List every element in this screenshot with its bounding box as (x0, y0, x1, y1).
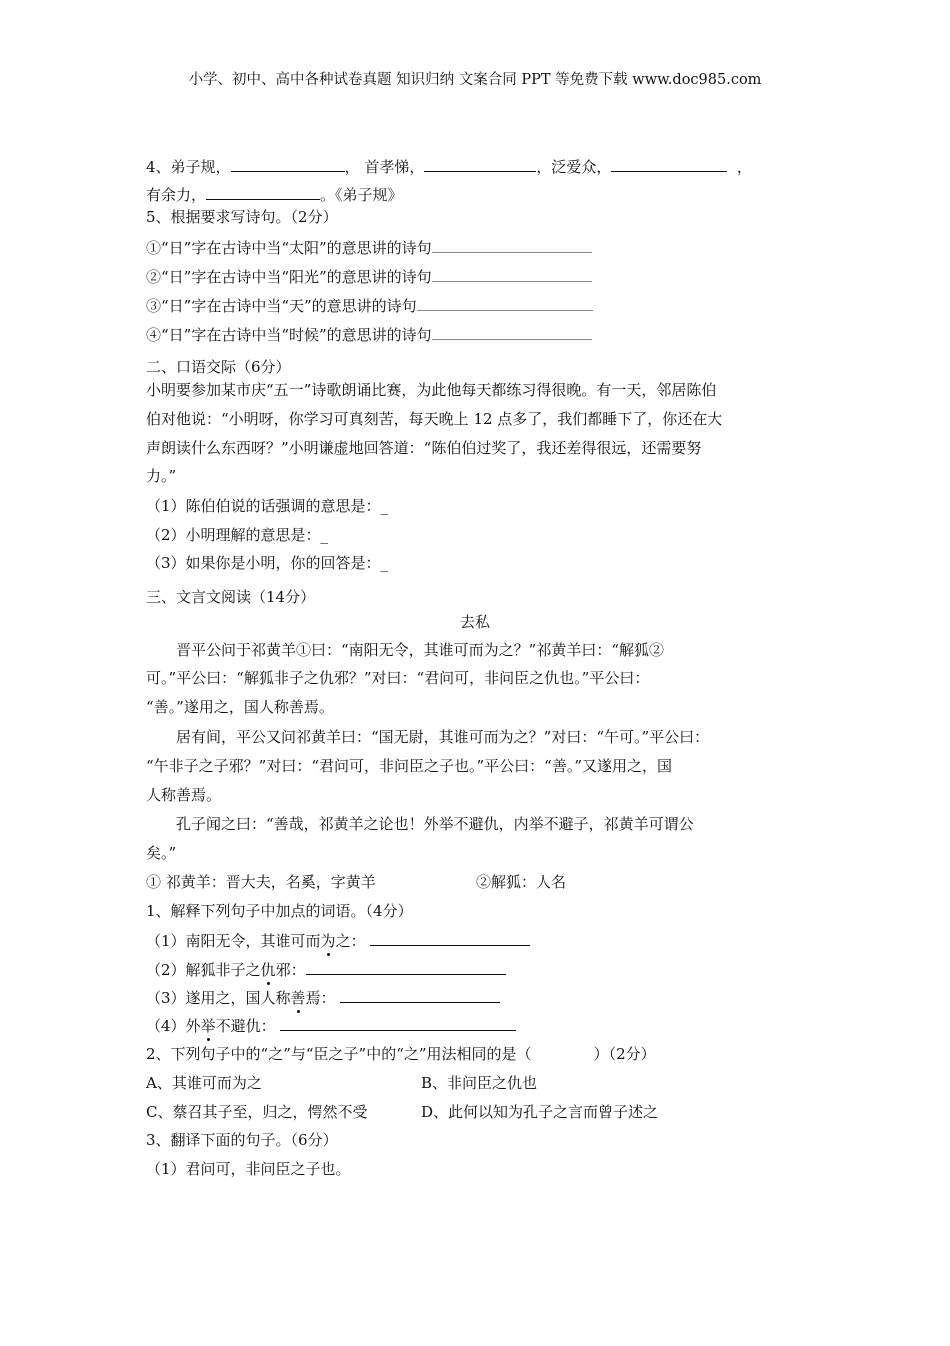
blank[interactable] (424, 155, 536, 172)
passage-line: “午非子之子邪？”对曰：“君问可，非问臣之子也。”平公曰：“善。”又遂用之，国 (146, 757, 673, 775)
q5-item: ③“日”字在古诗中当“天”的意思讲的诗句 (146, 294, 593, 316)
s3-q2-title: 2、下列句子中的“之”与“臣之子”中的“之”用法相同的是（ ）（2分） (146, 1045, 656, 1063)
section-3-title: 三、文言文阅读（14分） (146, 588, 316, 606)
passage-line: 矣。” (146, 844, 177, 862)
s2-para-line: 伯对他说：“小明呀，你学习可真刻苦，每天晚上 12 点多了，我们都睡下了，你还在大 (146, 410, 723, 428)
blank[interactable] (611, 155, 727, 172)
option-d: D、此何以知为孔子之言而曾子述之 (421, 1103, 659, 1121)
q4-line1: 4、弟子规， ， 首孝悌， ，泛爱众， ， (146, 155, 752, 177)
q4-line2: 有余力， 。《弟子规》 (146, 183, 403, 205)
s2-para-line: 声朗读什么东西呀？”小明谦虚地回答道：“陈伯伯过奖了，我还差得很远，还需要努 (146, 439, 702, 457)
option-c: C、蔡召其子至，归之，愕然不受 (146, 1103, 368, 1121)
blank[interactable] (432, 265, 592, 282)
s3-q3-title: 3、翻译下面的句子。（6分） (146, 1131, 338, 1149)
q5-item: ②“日”字在古诗中当“阳光”的意思讲的诗句 (146, 265, 592, 287)
s3-q1-item: （2）解狐非子之仇邪： (146, 958, 506, 980)
blank[interactable] (340, 986, 500, 1003)
passage-title: 去私 (459, 613, 490, 631)
passage-line: “善。”遂用之，国人称善焉。 (146, 698, 334, 716)
option-a: A、其谁可而为之 (146, 1074, 262, 1092)
blank[interactable] (432, 236, 592, 253)
s2-question: （1）陈伯伯说的话强调的意思是：_ (146, 497, 389, 515)
footnote-2: ②解狐：人名 (476, 873, 567, 891)
blank[interactable] (432, 323, 592, 340)
passage-line: 可。”平公曰：“解狐非子之仇邪？”对曰：“君问可，非问臣之仇也。”平公曰： (146, 669, 650, 687)
blank[interactable] (206, 183, 320, 200)
passage-line: 居有间，平公又问祁黄羊曰：“国无尉，其谁可而为之？”对曰：“午可。”平公曰： (176, 728, 710, 746)
blank[interactable] (280, 1014, 516, 1031)
s3-q1-item: （1）南阳无令，其谁可而为之： (146, 929, 530, 951)
page-header: 小学、初中、高中各种试卷真题 知识归纳 文案合同 PPT 等免费下载 www.doc985.com (188, 72, 762, 88)
passage-line: 晋平公问于祁黄羊①曰：“南阳无令，其谁可而为之？”祁黄羊曰：“解狐② (176, 641, 665, 659)
s3-q1-item: （4）外举不避仇： (146, 1014, 516, 1036)
section-2-title: 二、口语交际（6分） (146, 358, 291, 376)
passage-line: 人称善焉。 (146, 786, 222, 804)
s2-para-line: 小明要参加某市庆“五一”诗歌朗诵比赛，为此他每天都练习得很晚。有一天，邻居陈伯 (146, 381, 717, 399)
s2-question: （3）如果你是小明，你的回答是：_ (146, 554, 389, 572)
s2-question: （2）小明理解的意思是：_ (146, 526, 329, 544)
s2-para-line: 力。” (146, 467, 177, 485)
q5-item: ④“日”字在古诗中当“时候”的意思讲的诗句 (146, 323, 592, 345)
option-b: B、非问臣之仇也 (421, 1074, 538, 1092)
footnote-1: ① 祁黄羊：晋大夫，名奚，字黄羊 (146, 873, 376, 891)
blank[interactable] (231, 155, 345, 172)
q5-title: 5、根据要求写诗句。（2分） (146, 208, 338, 226)
s3-q3-item: （1）君问可，非问臣之子也。 (146, 1160, 351, 1178)
passage-line: 孔子闻之曰：“善哉，祁黄羊之论也！外举不避仇，内举不避子，祁黄羊可谓公 (176, 815, 694, 833)
blank[interactable] (306, 958, 506, 975)
s3-q1-item: （3）遂用之，国人称善焉： (146, 986, 500, 1008)
blank[interactable] (417, 294, 593, 311)
q5-item: ①“日”字在古诗中当“太阳”的意思讲的诗句 (146, 236, 592, 258)
blank[interactable] (370, 929, 530, 946)
s3-q1-title: 1、解释下列句子中加点的词语。（4分） (146, 902, 413, 920)
